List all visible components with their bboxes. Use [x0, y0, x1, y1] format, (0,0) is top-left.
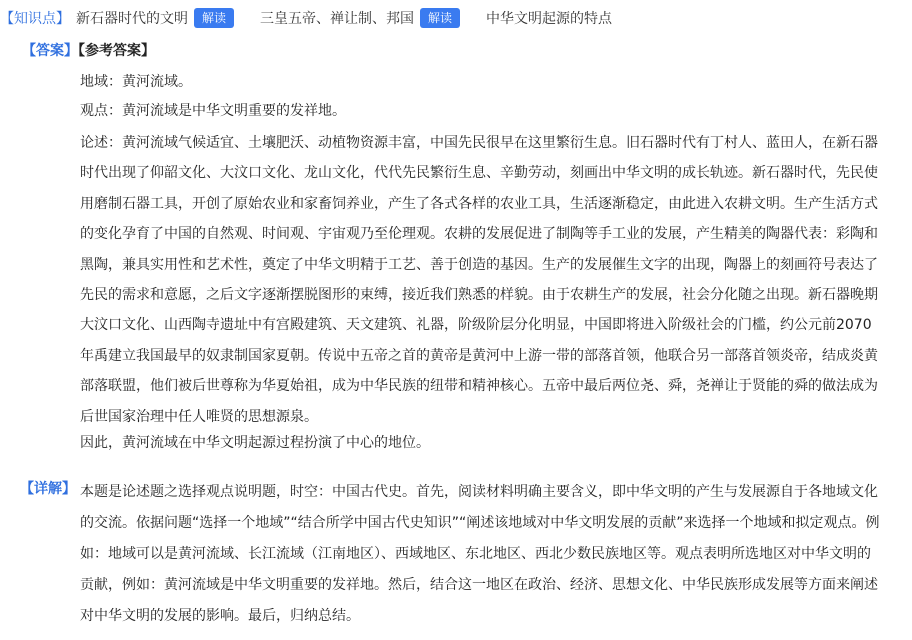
detail-label: 【详解】 [20, 481, 76, 497]
answer-argument: 论述：黄河流域气候适宜、土壤肥沃、动植物资源丰富，中国先民很早在这里繁衍生息。旧石器时代有丁村人、蓝田人，在新石器时代出现了仰韶文化、大汶口文化、龙山文化，代代先民繁衍生息、辛勤劳动，刻画出中华文明的成长轨迹。新石器时代，先民使用磨制石器工具，开创了原始农业和家畜饲养业，产生了各式各样的农业工具，生活逐渐稳定，由此进入农耕文明。生产生活方式的变化孕育了中国的自然观、时间观、宇宙观乃至伦理观。农耕的发展促进了制陶等手工业的发展，产生精美的陶器代表：彩陶和黑陶，兼具实用性和艺术性，奠定了中华文明精于工艺、善于创造的基因。生产的发展催生文字的出现，陶器上的刻画符号表达了先民的需求和意愿，之后文字逐渐摆脱图形的束缚，接近我们熟悉的样貌。由于农耕生产的发展，社会分化随之出现。新石器晚期大汶口文化、山西陶寺遗址中有宫殿建筑、天文建筑、礼器，阶级阶层分化明显，中国即将进入阶级社会的门槛，约公元前2070年禹建立我国最早的奴隶制国家夏朝。传说中五帝之首的黄帝是黄河中上游一带的部落首领，他联合另一部落首领炎帝，结成炎黄部落联盟，他们被后世尊称为华夏始祖，成为中华民族的纽带和精神核心。五帝中最后两位尧、舜，尧禅让于贤能的舜的做法成为后世国家治理中任人唯贤的思想源泉。 [80, 135, 878, 425]
answer-label: 【答案】 [22, 43, 78, 59]
interpret-button-1[interactable]: 解读 [194, 8, 234, 28]
answer-conclusion: 因此，黄河流域在中华文明起源过程扮演了中心的地位。 [80, 435, 430, 451]
answer-region: 地域：黄河流域。 [80, 74, 192, 90]
knowledge-label: 【知识点】 [0, 11, 70, 27]
interpret-button-2[interactable]: 解读 [420, 8, 460, 28]
topic-neolithic: 新石器时代的文明 [76, 11, 188, 27]
reference-answer-label: 【参考答案】 [78, 43, 155, 59]
answer-header [22, 40, 155, 60]
topic-origin-features: 中华文明起源的特点 [486, 11, 613, 27]
topic-three-sovereigns: 三皇五帝、禅让制、邦国 [260, 11, 415, 27]
detail-text: 本题是论述题之选择观点说明题，时空：中国古代史。首先，阅读材料明确主要含义，即中华文明的产生与发展源自于各地域文化的交流。依据问题“选择一个地域”“结合所学中国古代史知识”“阐述该地域对中华文明发展的贡献”来选择一个地域和拟定观点。例如：地域可以是黄河流域、长江流域（江南地区）、西域地区、东北地区、西北少数民族地区等。观点表明所选地区对中华文明的贡献，例如：黄河流域是中华文明重要的发祥地。然后，结合这一地区在政治、经济、思想文化、中华民族形成发展等方面来阐述对中华文明的发展的影响。最后，归纳总结。 [80, 484, 880, 624]
knowledge-points-bar [0, 6, 612, 30]
answer-viewpoint: 观点：黄河流域是中华文明重要的发祥地。 [80, 103, 346, 119]
